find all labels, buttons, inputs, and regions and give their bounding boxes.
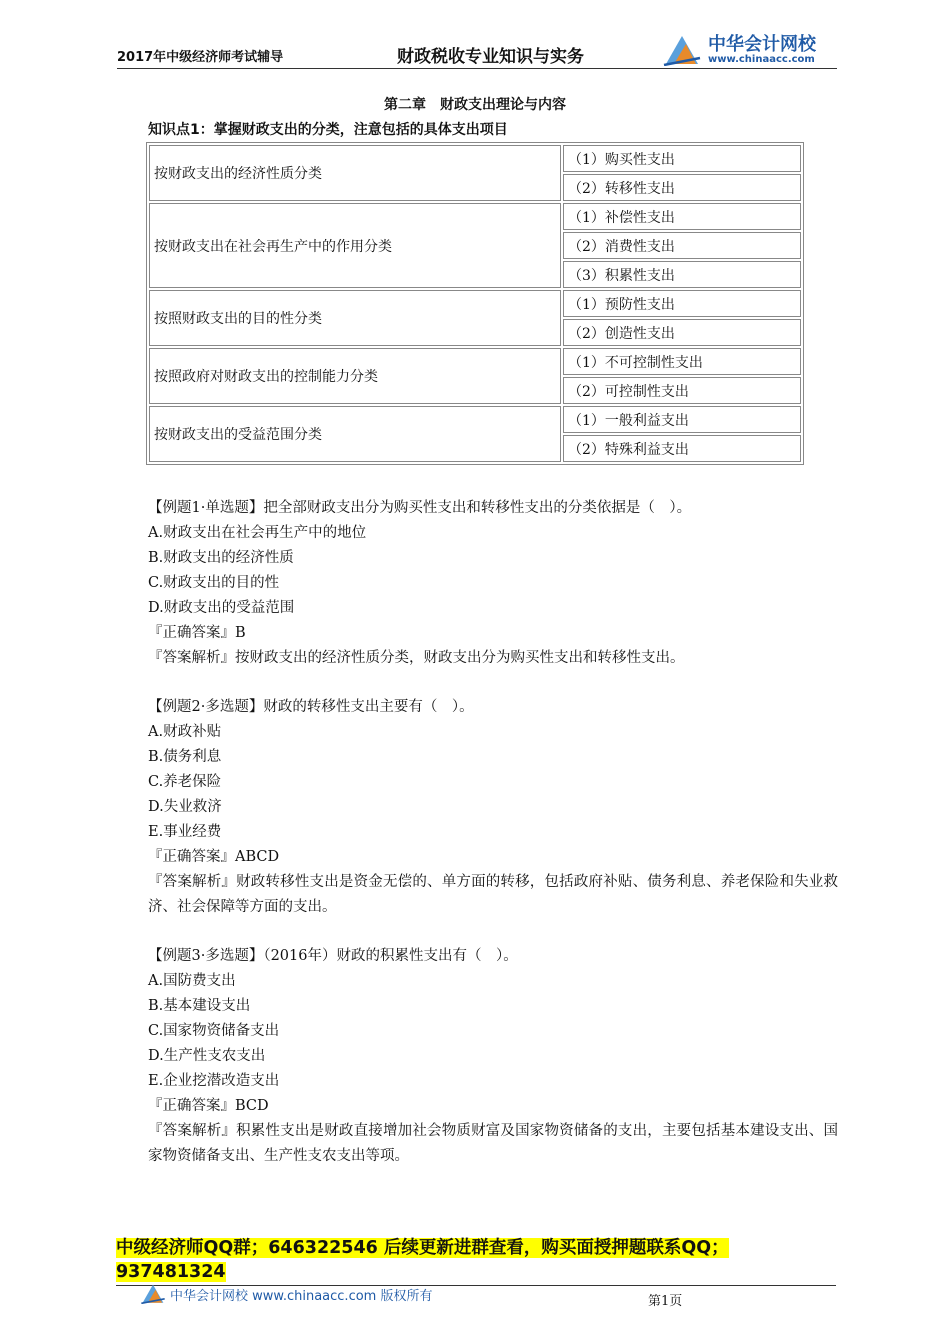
- brand-logo: [662, 28, 842, 68]
- table-row: [149, 145, 801, 172]
- page-number: 第1页: [648, 1294, 683, 1309]
- header-rule: [117, 68, 837, 69]
- footer-logo-icon: [140, 1282, 166, 1304]
- correct-answer: 『正确答案』BCD: [148, 1098, 269, 1114]
- header-center-title: 财政税收专业知识与实务: [397, 47, 584, 67]
- item-cell: （1）不可控制性支出: [563, 348, 801, 375]
- option: A.财政补贴: [148, 724, 222, 740]
- answer-analysis: 『答案解析』财政转移性支出是资金无偿的、单方面的转移，包括政府补贴、债务利息、养老保险和失业救济、社会保障等方面的支出。: [148, 874, 838, 915]
- option: E.企业挖潜改造支出: [148, 1073, 280, 1089]
- question-stem: 【例题3·多选题】（2016年）财政的积累性支出有（ ）。: [148, 948, 518, 964]
- classification-table: [146, 142, 804, 465]
- item-cell: （1）一般利益支出: [563, 406, 801, 433]
- table-row: [149, 406, 801, 433]
- question-stem: 【例题2·多选题】财政的转移性支出主要有（ ）。: [148, 699, 474, 715]
- option: D.财政支出的受益范围: [148, 600, 295, 616]
- item-cell: （2）转移性支出: [563, 174, 801, 201]
- logo-mark-icon: [662, 32, 702, 66]
- option: D.生产性支农支出: [148, 1048, 266, 1064]
- correct-answer: 『正确答案』ABCD: [148, 849, 280, 865]
- answer-analysis: 『答案解析』积累性支出是财政直接增加社会物质财富及国家物资储备的支出，主要包括基本建设支出、国家物资储备支出、生产性支农支出等项。: [148, 1123, 838, 1164]
- option: E.事业经费: [148, 824, 222, 840]
- option: B.财政支出的经济性质: [148, 550, 294, 566]
- question-3: [148, 944, 838, 1169]
- header-left-title: 2017年中级经济师考试辅导: [117, 50, 284, 65]
- page-header: [117, 28, 837, 72]
- banner-text: 中级经济师QQ群；646322546 后续更新进群查看，购买面授押题联系QQ；937481324: [116, 1238, 729, 1282]
- qq-group-banner: [116, 1236, 836, 1286]
- logo-url: www.chinaacc.com: [708, 54, 815, 65]
- table-row: [149, 348, 801, 375]
- item-cell: （2）消费性支出: [563, 232, 801, 259]
- category-cell: 按财政支出的经济性质分类: [149, 145, 561, 201]
- knowledge-point-heading: 知识点1：掌握财政支出的分类，注意包括的具体支出项目: [148, 122, 508, 138]
- item-cell: （3）积累性支出: [563, 261, 801, 288]
- chapter-title: 第二章 财政支出理论与内容: [384, 97, 566, 113]
- option: A.财政支出在社会再生产中的地位: [148, 525, 367, 541]
- option: D.失业救济: [148, 799, 222, 815]
- item-cell: （2）创造性支出: [563, 319, 801, 346]
- item-cell: （1）补偿性支出: [563, 203, 801, 230]
- option: A.国防费支出: [148, 973, 236, 989]
- option: C.财政支出的目的性: [148, 575, 280, 591]
- option: B.债务利息: [148, 749, 222, 765]
- item-cell: （1）预防性支出: [563, 290, 801, 317]
- category-cell: 按照财政支出的目的性分类: [149, 290, 561, 346]
- logo-name: 中华会计网校: [708, 34, 816, 55]
- question-2: [148, 695, 838, 920]
- item-cell: （1）购买性支出: [563, 145, 801, 172]
- option: B.基本建设支出: [148, 998, 251, 1014]
- item-cell: （2）可控制性支出: [563, 377, 801, 404]
- footer-copyright: 中华会计网校 www.chinaacc.com 版权所有: [170, 1289, 433, 1304]
- question-stem: 【例题1·单选题】把全部财政支出分为购买性支出和转移性支出的分类依据是（ ）。: [148, 500, 692, 516]
- category-cell: 按财政支出在社会再生产中的作用分类: [149, 203, 561, 288]
- category-cell: 按照政府对财政支出的控制能力分类: [149, 348, 561, 404]
- table-row: [149, 203, 801, 230]
- item-cell: （2）特殊利益支出: [563, 435, 801, 462]
- answer-analysis: 『答案解析』按财政支出的经济性质分类，财政支出分为购买性支出和转移性支出。: [148, 650, 685, 666]
- option: C.养老保险: [148, 774, 222, 790]
- option: C.国家物资储备支出: [148, 1023, 280, 1039]
- question-1: [148, 496, 838, 671]
- correct-answer: 『正确答案』B: [148, 625, 246, 641]
- category-cell: 按财政支出的受益范围分类: [149, 406, 561, 462]
- table-row: [149, 290, 801, 317]
